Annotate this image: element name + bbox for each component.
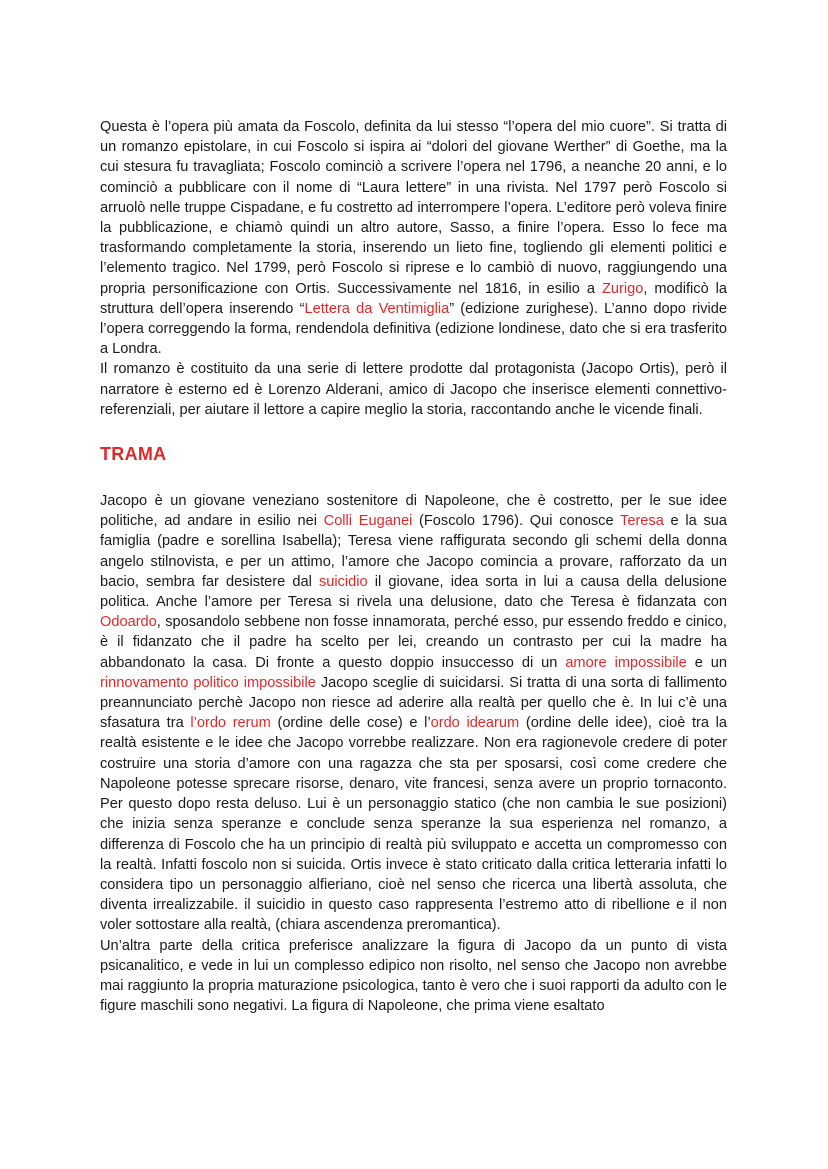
- highlighted-term: rinnovamento politico impossibile: [100, 674, 316, 691]
- intro-paragraph-2: [100, 359, 727, 420]
- highlighted-term: amore impossibile: [565, 654, 687, 671]
- text-run: Questa è l’opera più amata da Foscolo, definita da lui stesso “l’opera del mio cuore”. Si tratta di un romanzo epistolare, in cui Foscolo si ispira ai “dolori del giovane Werther” di Goethe, ma la cui stesura fu travagliata; Foscolo cominciò a scrivere l’opera nel 1796, a neanche 20 anni, e lo cominciò a pubblicare con il nome di “Laura lettere” in una rivista. Nel 1797 però Foscolo si arruolò nelle truppe Cispadane, e fu costretto ad interrompere l’opera. L’editore però voleva finire la pubblicazione, e chiamò quindi un altro autore, Sasso, a finire l’opera. Esso lo fece ma trasformando completamente la storia, inserendo un lieto fine, togliendo gli elementi politici e l’elemento tragico. Nel 1799, però Foscolo si riprese e lo cambiò di nuovo, raggiungendo una propria personificazione con Ortis. Successivamente nel 1816, in esilio a: [100, 119, 727, 297]
- document-page: [100, 117, 727, 1016]
- text-run: ” (edizione zurighese). L’anno dopo rivide l’opera correggendo la forma, rendendola definitiva (edizione londinese, dato che si era trasferito a Londra.: [100, 300, 728, 358]
- highlighted-term: Lettera da Ventimiglia: [304, 300, 450, 317]
- highlighted-term: l’ordo rerum: [190, 715, 271, 732]
- highlighted-term: ordo idearum: [430, 715, 520, 732]
- text-run: Il romanzo è costituito da una serie di lettere prodotte dal protagonista (Jacopo Ortis), però il narratore è esterno ed è Lorenzo Alderani, amico di Jacopo che inserisce elementi connettivo-referenziali, per aiutare il lettore a capire meglio la storia, raccontando anche le vicende finali.: [100, 361, 727, 418]
- highlighted-term: Zurigo: [601, 280, 644, 297]
- text-run: , sposandolo sebbene non fosse innamorata, perché esso, pur essendo freddo e cinico, è il fidanzato che il padre ha scelto per lei, creando un contrasto per cui la madre ha abbandonato la casa. Di fronte a questo doppio insuccesso di un: [100, 614, 727, 671]
- text-run: il giovane, idea sorta in lui a causa della delusione politica. Anche l’amore per Teresa si rivela una delusione, dato che Teresa è fidanzata con: [100, 573, 727, 611]
- text-run: e la sua famiglia (padre e sorellina Isabella); Teresa viene raffigurata secondo gli schemi della donna angelo stilnovista, e per un attimo, l’amore che Jacopo comincia a provare, rafforzato da un bacio, sembra far desistere dal: [100, 513, 727, 590]
- text-run: (Foscolo 1796). Qui conosce: [412, 513, 621, 530]
- text-run: (ordine delle idee), cioè tra la realtà esistente e le idee che Jacopo vorrebbe realizzare. Non era ragionevole credere di poter costruire una storia d’amore con una ragazza che sta per sposarsi, così come credere che Napoleone potesse sprecare risorse, denaro, vite francesi, senza avere un proprio tornaconto. Per questo dopo resta deluso. Lui è un personaggio statico (che non cambia le sue posizioni) che inizia senza speranze e conclude senza speranze la sua esperienza nel romanzo, a differenza di Foscolo che ha un principio di realtà più sviluppato e accetta un compromesso con la realtà. Infatti foscolo non si suicida. Ortis invece è stato criticato dalla critica letteraria infatti lo considera tipo un personaggio alfieriano, cioè nel senso che ricerca una libertà assoluta, che diventa irrealizzabile. il suicidio in questo caso rappresenta l’estremo atto di ribellione e il non voler sottostare alla realtà, (chiara ascendenza preromantica).: [100, 715, 727, 934]
- section-heading-trama: TRAMA: [100, 444, 167, 465]
- highlighted-term: suicidio: [318, 573, 368, 590]
- text-run: (ordine delle cose) e l’: [270, 715, 431, 732]
- text-run: Jacopo sceglie di suicidarsi. Si tratta di una sorta di fallimento preannunciato perchè Jacopo non riesce ad aderire alla realtà per quello che è. In lui c’è una sfasatura tra: [100, 674, 727, 732]
- intro-paragraph-1: [100, 117, 727, 359]
- highlighted-term: Teresa: [620, 513, 664, 530]
- text-run: e un: [686, 654, 728, 671]
- text-run: , modificò la struttura dell’opera inserendo “: [100, 280, 727, 317]
- text-run: Jacopo è un giovane veneziano sostenitore di Napoleone, che è costretto, per le sue idee politiche, ad andare in esilio nei: [100, 493, 727, 530]
- text-run: Un’altra parte della critica preferisce analizzare la figura di Jacopo da un punto di vista psicanalitico, e vede in lui un complesso edipico non risolto, nel senso che Jacopo non avrebbe mai raggiunto la propria maturazione psicologica, tanto è vero che i suoi rapporti da adulto con le figure maschili sono negativi. La figura di Napoleone, che prima viene esaltato: [100, 937, 727, 1015]
- highlighted-term: Colli Euganei: [323, 513, 413, 530]
- trama-paragraph-2: [100, 936, 727, 1017]
- trama-paragraph-1: [100, 491, 727, 935]
- highlighted-term: Odoardo: [100, 614, 157, 631]
